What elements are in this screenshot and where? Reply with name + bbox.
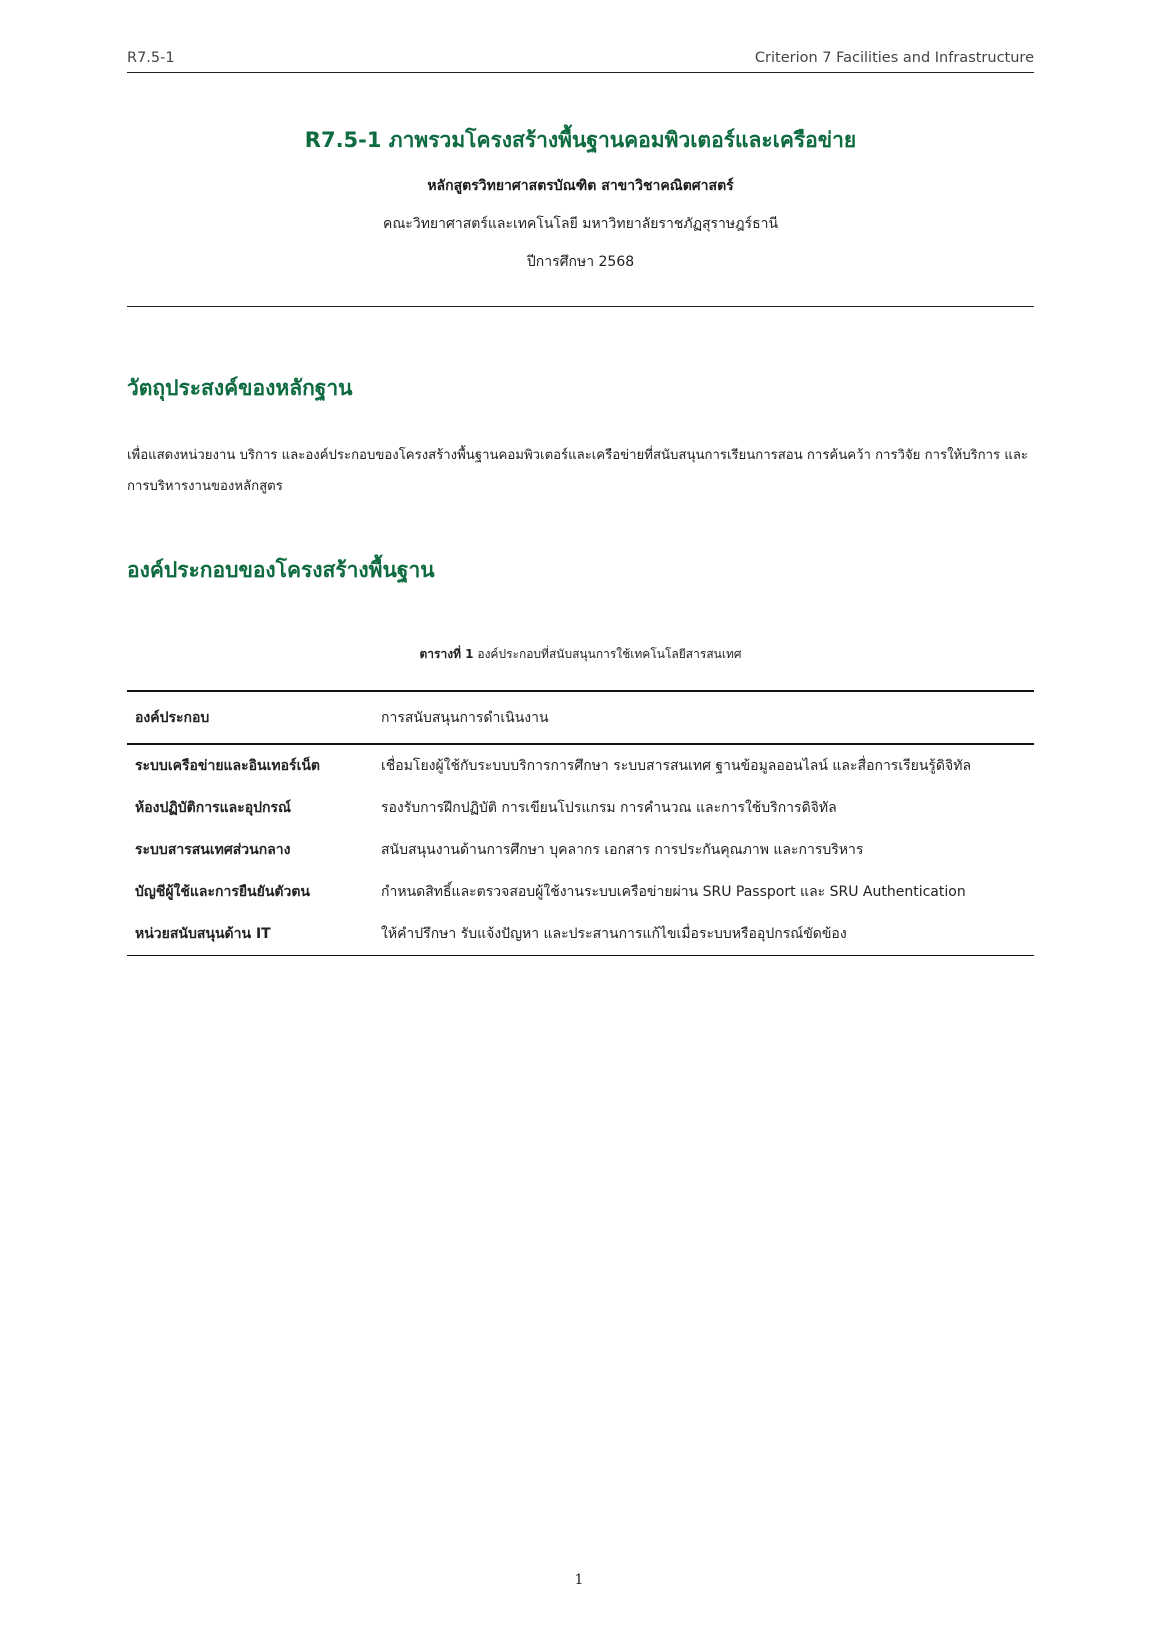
header-doc-code: R7.5-1 xyxy=(127,50,175,66)
support-cell: ให้คำปรึกษา รับแจ้งปัญหา และประสานการแก้ไขเมื่อระบบหรืออุปกรณ์ขัดข้อง xyxy=(381,926,847,942)
table-row xyxy=(127,787,1034,829)
objective-heading: วัตถุประสงค์ของหลักฐาน xyxy=(127,376,353,400)
support-cell: สนับสนุนงานด้านการศึกษา บุคลากร เอกสาร การประกันคุณภาพ และการบริหาร xyxy=(381,842,864,858)
table-row xyxy=(127,871,1034,913)
table-row xyxy=(127,744,1034,787)
document-title: R7.5-1 ภาพรวมโครงสร้างพื้นฐานคอมพิวเตอร์และเครือข่าย xyxy=(304,128,857,152)
table-caption-label: ตารางที่ 1 xyxy=(419,647,474,661)
support-cell: รองรับการฝึกปฏิบัติ การเขียนโปรแกรม การคำนวณ และการใช้บริการดิจิทัล xyxy=(381,800,837,816)
objective-text: เพื่อแสดงหน่วยงาน บริการ และองค์ประกอบของโครงสร้างพื้นฐานคอมพิวเตอร์และเครือข่ายที่สนับสนุนการเรียนการสอน การค้นคว้า การวิจัย การให้บริการ และการบริหารงานของหลักสูตร xyxy=(127,448,1028,494)
support-cell: กำหนดสิทธิ์และตรวจสอบผู้ใช้งานระบบเครือข่ายผ่าน SRU Passport และ SRU Authentication xyxy=(381,884,966,900)
component-cell: ห้องปฏิบัติการและอุปกรณ์ xyxy=(135,800,291,816)
title-block xyxy=(127,118,1034,272)
component-cell: บัญชีผู้ใช้และการยืนยันตัวตน xyxy=(135,884,310,900)
running-header xyxy=(127,48,1034,73)
components-table xyxy=(127,690,1034,956)
support-cell: เชื่อมโยงผู้ใช้กับระบบบริการการศึกษา ระบบสารสนเทศ ฐานข้อมูลออนไลน์ และสื่อการเรียนรู้ดิจิทัล xyxy=(381,758,972,774)
header-criterion: Criterion 7 Facilities and Infrastructure xyxy=(754,50,1034,66)
page-number: 1 xyxy=(574,1572,584,1588)
academic-year: ปีการศึกษา 2568 xyxy=(526,254,635,270)
faculty-name: คณะวิทยาศาสตร์และเทคโนโลยี มหาวิทยาลัยราชภัฏสุราษฎร์ธานี xyxy=(382,216,779,232)
table-header-row xyxy=(127,691,1034,744)
table-caption xyxy=(127,644,1034,664)
component-cell: ระบบสารสนเทศส่วนกลาง xyxy=(135,842,291,858)
component-cell: ระบบเครือข่ายและอินเทอร์เน็ต xyxy=(135,758,321,774)
column-header-component: องค์ประกอบ xyxy=(135,709,210,726)
column-header-support: การสนับสนุนการดำเนินงาน xyxy=(381,709,549,726)
table-row xyxy=(127,829,1034,871)
table-caption-text: องค์ประกอบที่สนับสนุนการใช้เทคโนโลยีสารสนเทศ xyxy=(477,647,742,661)
program-name: หลักสูตรวิทยาศาสตรบัณฑิต สาขาวิชาคณิตศาสตร์ xyxy=(427,178,734,194)
components-heading: องค์ประกอบของโครงสร้างพื้นฐาน xyxy=(127,558,435,582)
component-cell: หน่วยสนับสนุนด้าน IT xyxy=(135,926,271,942)
title-divider xyxy=(127,306,1034,307)
table-row xyxy=(127,913,1034,956)
